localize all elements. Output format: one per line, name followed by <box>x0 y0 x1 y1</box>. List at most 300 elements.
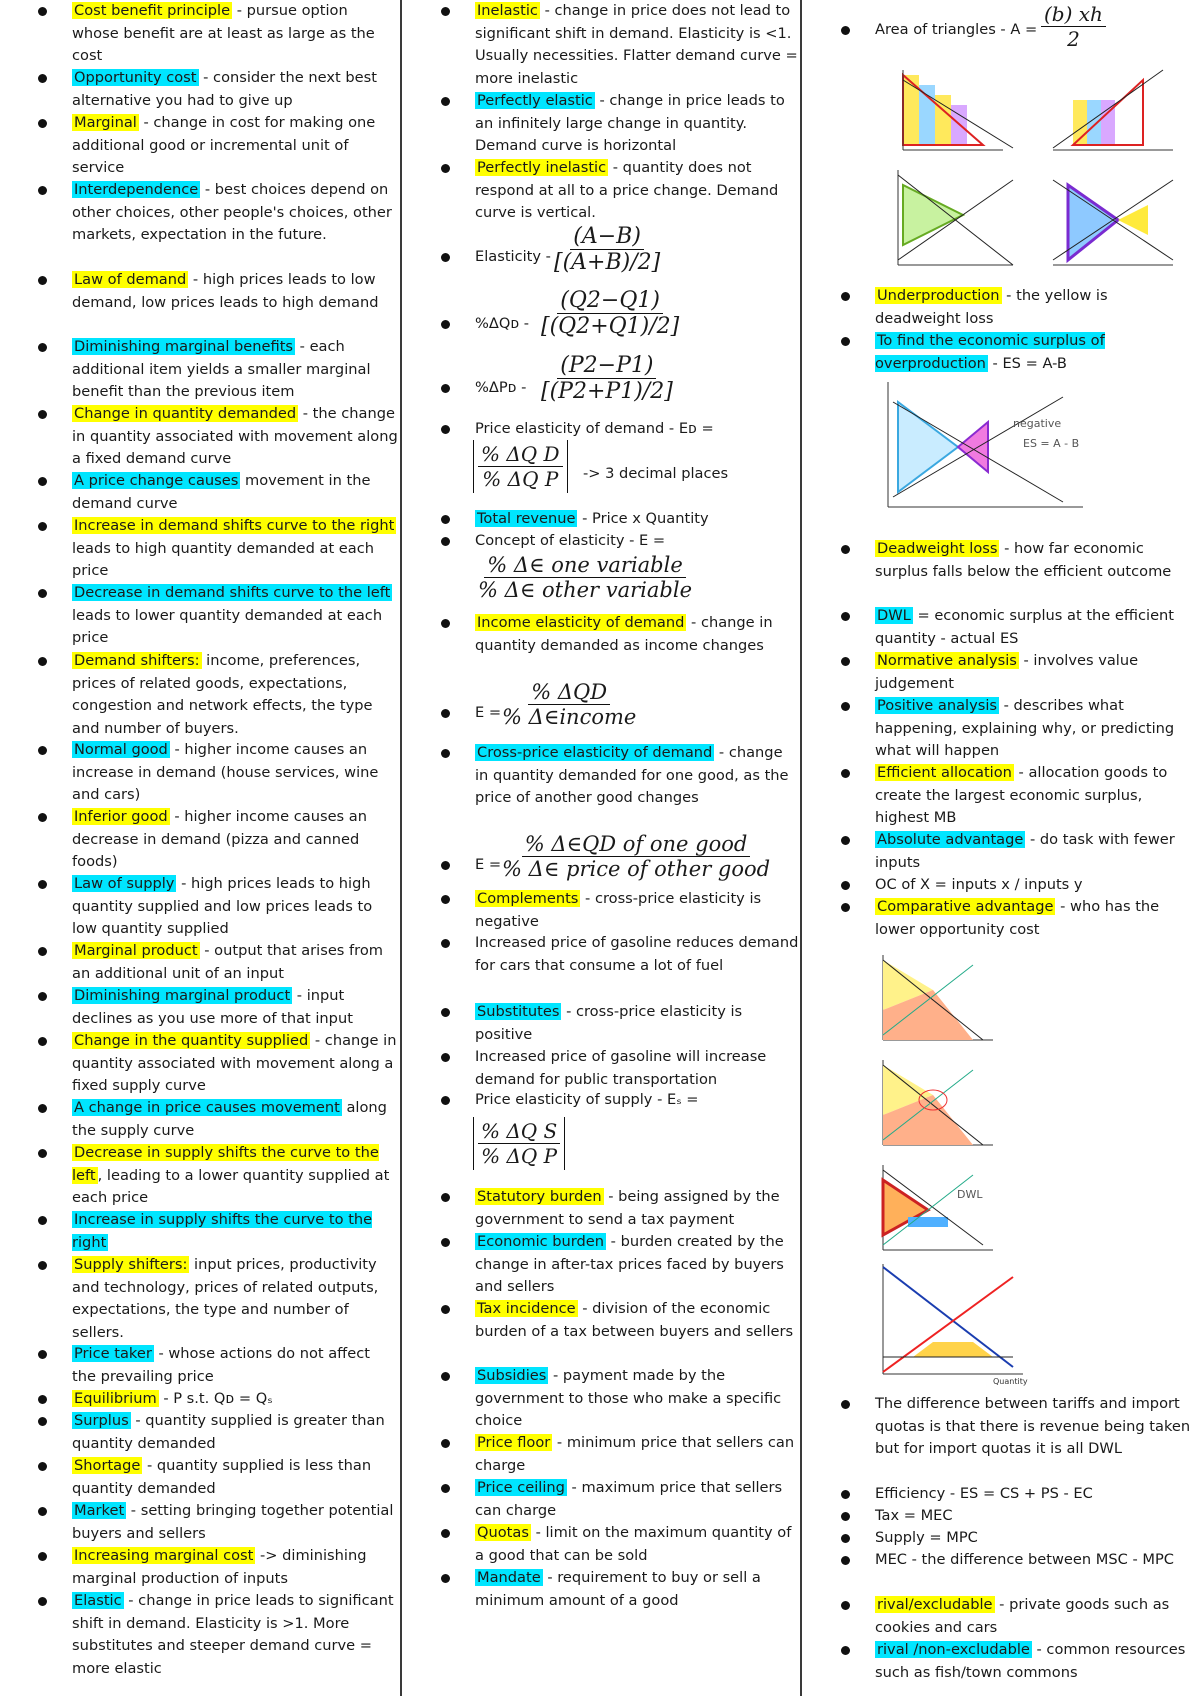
list-item <box>475 418 799 441</box>
list-item <box>475 1477 799 1522</box>
highlighted-term: Supply shifters: <box>74 1256 188 1273</box>
surplus-triangle <box>898 402 958 492</box>
list-item <box>475 1432 799 1477</box>
highlighted-term: Total revenue <box>477 510 576 527</box>
formula-denominator: % Δ∈ other variable <box>478 578 693 602</box>
list-item <box>72 1590 398 1680</box>
bullet <box>38 880 47 889</box>
item-text: - consider the next best alternative you had to give up <box>72 69 377 109</box>
highlighted-term: Economic burden <box>477 1233 605 1250</box>
bullet <box>38 1350 47 1359</box>
bullet <box>441 537 450 546</box>
highlighted-term: Increase in supply shifts the curve to the right <box>72 1211 373 1251</box>
list-item <box>72 940 398 985</box>
item-text: - change in cost for making one additional good or incremental unit of service <box>72 114 376 177</box>
list-item <box>72 1254 398 1344</box>
tax-rectangle <box>908 1217 948 1227</box>
highlighted-term: Complements <box>477 890 579 907</box>
item-text: - high prices leads to high quantity supplied and low prices leads to low quantity supplied <box>72 875 373 938</box>
bullet <box>38 1216 47 1225</box>
list-item <box>875 896 1197 941</box>
bullet <box>441 1529 450 1538</box>
list-item <box>475 1046 799 1091</box>
formula-denominator: % Δ∈ price of other good <box>502 857 771 881</box>
comparative-advantage-diagram <box>873 950 1033 1050</box>
highlighted-term: Substitutes <box>477 1003 560 1020</box>
highlighted-term: Equilibrium <box>74 1390 157 1407</box>
triangle-shading <box>935 95 951 145</box>
item-text: - high prices leads to low demand, low prices leads to high demand <box>72 271 379 311</box>
list-item <box>72 269 398 314</box>
bullet <box>38 1037 47 1046</box>
bullet <box>38 410 47 419</box>
highlighted-term: Increasing marginal cost <box>74 1547 254 1564</box>
triangle-shading <box>913 1342 993 1357</box>
list-item <box>475 1365 799 1433</box>
highlighted-term: Comparative advantage <box>877 898 1054 915</box>
item-text: Efficiency - ES = CS + PS - EC <box>875 1485 1093 1502</box>
formula-denominator: % ΔQ P <box>481 1144 558 1168</box>
list-item <box>475 742 799 810</box>
item-text: - division of the economic burden of a tax between buyers and sellers <box>475 1300 794 1340</box>
bullet <box>441 1372 450 1381</box>
item-text: - describes what happening, explaining why, or predicting what will happen <box>875 697 1175 760</box>
item-text: The difference between tariffs and import quotas is that there is revenue being taken but for import quotas it is all DWL <box>875 1395 1191 1458</box>
list-item <box>72 806 398 874</box>
item-text: leads to lower quantity demanded at each price <box>72 606 383 647</box>
bullet <box>841 903 850 912</box>
bullet <box>841 836 850 845</box>
item-text: - setting bringing together potential buyers and sellers <box>72 1502 394 1542</box>
list-item <box>72 1343 398 1388</box>
highlighted-term: Change in the quantity supplied <box>74 1032 309 1049</box>
formula-denominator: % ΔQ P <box>482 467 559 491</box>
bullet <box>841 26 850 35</box>
bullet <box>441 1574 450 1583</box>
list-item <box>875 605 1197 650</box>
item-text: Increased price of gasoline will increase demand for public transportation <box>475 1048 767 1088</box>
highlighted-term: Cost benefit principle <box>74 2 231 19</box>
bullet <box>841 1490 850 1499</box>
item-text: - higher income causes an increase in demand (house services, wine and cars) <box>72 741 379 804</box>
formula-numerator: % Δ∈ one variable <box>484 553 686 578</box>
formula-denominator: 2 <box>1067 27 1080 51</box>
item-text: - how far economic surplus falls below the efficient outcome <box>875 540 1172 580</box>
list-item <box>875 1393 1197 1461</box>
bullet <box>38 74 47 83</box>
item-text: Supply = MPC <box>875 1529 978 1546</box>
annotation-label: negative <box>1013 417 1062 430</box>
overproduction-diagram <box>873 377 1113 527</box>
tax-diagram <box>873 1055 1033 1155</box>
triangle-area-formula <box>1041 2 1106 51</box>
bullet <box>441 425 450 434</box>
bullet <box>38 186 47 195</box>
item-text: leads to high quantity demanded at each price <box>72 539 375 580</box>
highlighted-term: DWL <box>877 607 911 624</box>
list-item <box>875 1527 1197 1550</box>
item-text: - quantity does not respond at all to a price change. Demand curve is vertical. <box>475 159 779 222</box>
highlighted-term: Change in quantity demanded <box>74 405 297 422</box>
list-item <box>875 285 1197 330</box>
item-text: - change in quantity demanded as income changes <box>475 614 773 654</box>
bullet <box>841 702 850 711</box>
annotation-label: DWL <box>957 1188 983 1201</box>
list-item <box>72 1500 398 1545</box>
list-item <box>72 650 398 740</box>
item-text: %ΔPᴅ - <box>475 379 527 396</box>
item-text: OC of X = inputs x / inputs y <box>875 876 1083 893</box>
highlighted-term: Price ceiling <box>477 1479 565 1496</box>
bullet <box>441 1305 450 1314</box>
list-item <box>72 515 398 583</box>
bullet <box>38 813 47 822</box>
bullet <box>38 276 47 285</box>
list-item <box>875 1639 1197 1684</box>
bullet <box>441 1238 450 1247</box>
list-item <box>72 67 398 112</box>
item-text: - input declines as you use more of that input <box>72 987 353 1027</box>
item-text: input prices, productivity and technology, prices of related outputs, expectations, the type and number of sellers. <box>72 1256 379 1341</box>
list-item <box>475 508 799 531</box>
item-text: - involves value judgement <box>875 652 1139 692</box>
bullet <box>38 343 47 352</box>
bullet <box>38 992 47 1001</box>
item-text: E = <box>475 856 502 873</box>
formula-denominator: [(A+B)/2] <box>554 250 661 275</box>
item-text: - change in quantity demanded for one good, as the price of another good changes <box>475 744 789 807</box>
item-text: Price elasticity of supply - Eₛ = <box>475 1091 699 1108</box>
highlighted-term: Inelastic <box>477 2 538 19</box>
bullet <box>841 292 850 301</box>
item-text: - do task with fewer inputs <box>875 831 1175 871</box>
ped-formula <box>473 440 568 493</box>
highlighted-term: Perfectly inelastic <box>477 159 607 176</box>
item-text: - the change in quantity associated with movement along a fixed demand curve <box>72 405 398 468</box>
list-item <box>72 739 398 807</box>
list-item <box>72 1545 398 1590</box>
highlighted-term: Decrease in demand shifts curve to the left <box>74 584 391 601</box>
bullet <box>38 589 47 598</box>
bullet <box>841 769 850 778</box>
formula-numerator: (A−B) <box>570 224 644 250</box>
bullet <box>38 1507 47 1516</box>
item-text: Increased price of gasoline reduces demand for cars that consume a lot of fuel <box>475 934 799 974</box>
bullet <box>38 1149 47 1158</box>
list-item <box>875 1594 1197 1639</box>
item-text: -> diminishing marginal production of inputs <box>72 1547 367 1587</box>
list-item <box>72 985 398 1030</box>
bullet <box>841 545 850 554</box>
item-text: - whose actions do not affect the prevailing price <box>72 1345 370 1385</box>
item-text: MEC - the difference between MSC - MPC <box>875 1551 1174 1568</box>
list-item <box>475 1001 799 1046</box>
bullet <box>841 1556 850 1565</box>
item-text: - quantity supplied is greater than quantity demanded <box>72 1412 385 1452</box>
formula-numerator: (Q2−Q1) <box>557 288 663 314</box>
list-item <box>72 1209 398 1254</box>
bullet <box>841 1534 850 1543</box>
highlighted-term: Positive analysis <box>877 697 997 714</box>
list-item <box>72 1455 398 1500</box>
item-text: - allocation goods to create the largest economic surplus, highest MB <box>875 764 1168 827</box>
bullet <box>441 709 450 718</box>
list-item <box>475 0 799 90</box>
highlighted-term: Law of supply <box>74 875 175 892</box>
item-text: - quantity supplied is less than quantity demanded <box>72 1457 372 1497</box>
list-item <box>475 1186 799 1231</box>
highlighted-term: Law of demand <box>74 271 187 288</box>
item-text: %ΔQᴅ - <box>475 315 530 332</box>
item-text: along the supply curve <box>72 1099 387 1139</box>
bullet <box>38 947 47 956</box>
item-text: - change in price leads to significant shift in demand. Elasticity is >1. More substitutes and steeper demand curve = more elastic <box>72 1592 394 1677</box>
highlighted-term: rival /non-excludable <box>877 1641 1030 1658</box>
cross-price-formula <box>499 832 773 881</box>
item-text: - change in price does not lead to significant shift in demand. Elasticity is <1. Usually necessities. Flatter demand curve = more inelastic <box>475 2 798 87</box>
list-item <box>875 762 1197 830</box>
bullet <box>441 1193 450 1202</box>
item-text: - each additional item yields a smaller marginal benefit than the previous item <box>72 338 371 401</box>
highlighted-term: Underproduction <box>877 287 1000 304</box>
item-text: - limit on the maximum quantity of a good that can be sold <box>475 1524 792 1564</box>
dwl-diagram <box>873 1160 1033 1260</box>
bullet <box>38 477 47 486</box>
highlighted-term: Absolute advantage <box>877 831 1024 848</box>
highlighted-term: Interdependence <box>74 181 199 198</box>
list-item <box>72 0 398 68</box>
item-text: = economic surplus at the efficient quantity - actual ES <box>875 607 1175 647</box>
item-text: - change in price leads to an infinitely large change in quantity. Demand curve is horizontal <box>475 92 785 155</box>
bullet <box>38 657 47 666</box>
list-item <box>72 1030 398 1098</box>
highlighted-term: Opportunity cost <box>74 69 197 86</box>
item-text: - pursue option whose benefit are at least as large as the cost <box>72 2 375 65</box>
bullet <box>441 749 450 758</box>
item-text: , leading to a lower quantity supplied at each price <box>72 1166 390 1207</box>
supply-curve <box>883 1277 1013 1372</box>
item-text: - Price x Quantity <box>577 510 709 527</box>
list-item <box>875 538 1197 583</box>
bullet <box>841 612 850 621</box>
item-text: income, preferences, prices of related goods, expectations, congestion and network effects, the type and number of buyers. <box>72 652 373 737</box>
item-text: - payment made by the government to those who make a specific choice <box>475 1367 782 1430</box>
list-item <box>475 1089 799 1112</box>
bullet <box>441 1008 450 1017</box>
item-text: movement in the demand curve <box>72 472 371 512</box>
list-item <box>475 932 799 977</box>
highlighted-term: Perfectly elastic <box>477 92 593 109</box>
item-text: Price elasticity of demand - Eᴅ = <box>475 420 714 437</box>
bullet <box>441 164 450 173</box>
item-text: Area of triangles - A = <box>875 21 1038 38</box>
highlighted-term: Deadweight loss <box>877 540 998 557</box>
list-item <box>475 1522 799 1567</box>
list-item <box>875 1549 1197 1572</box>
formula-numerator: % ΔQD <box>528 680 610 705</box>
highlighted-term: Statutory burden <box>477 1188 602 1205</box>
concept-elasticity-formula <box>475 553 695 602</box>
list-item <box>475 90 799 158</box>
bullet <box>441 861 450 870</box>
bullet <box>38 746 47 755</box>
highlighted-term: Demand shifters: <box>74 652 200 669</box>
list-item <box>72 112 398 180</box>
list-item <box>72 336 398 404</box>
bullet <box>38 1597 47 1606</box>
highlighted-term: Surplus <box>74 1412 129 1429</box>
list-item <box>875 19 1197 42</box>
highlighted-term: Diminishing marginal benefits <box>74 338 294 355</box>
ped-note: -> 3 decimal places <box>583 465 729 482</box>
item-text: Elasticity - <box>475 248 551 265</box>
bullet <box>841 881 850 890</box>
list-item <box>475 1567 799 1612</box>
income-elasticity-formula <box>499 680 639 729</box>
quota-diagram <box>873 1262 1033 1387</box>
underproduction-diagram <box>873 165 1183 275</box>
highlighted-term: Inferior good <box>74 808 168 825</box>
list-item <box>875 330 1197 375</box>
bullet <box>441 253 450 262</box>
list-item <box>875 1483 1197 1506</box>
triangle-area-diagram <box>873 60 1183 156</box>
list-item <box>475 612 799 657</box>
bullet <box>38 1417 47 1426</box>
axis-label: Quantity <box>993 1377 1028 1386</box>
bullet <box>441 1484 450 1493</box>
highlighted-term: A price change causes <box>74 472 239 489</box>
highlighted-term: Efficient allocation <box>877 764 1012 781</box>
highlighted-term: A change in price causes movement <box>74 1099 340 1116</box>
list-item <box>475 1298 799 1343</box>
highlighted-term: Diminishing marginal product <box>74 987 291 1004</box>
list-item <box>72 179 398 247</box>
item-text: - ES = A-B <box>987 354 1067 372</box>
highlighted-term: To find the economic surplus of overproduction <box>875 332 1105 372</box>
highlighted-term: Price taker <box>74 1345 152 1362</box>
bullet <box>841 1512 850 1521</box>
item-text: - output that arises from an additional unit of an input <box>72 942 384 982</box>
bullet <box>441 619 450 628</box>
bullet <box>441 1439 450 1448</box>
highlighted-term: Subsidies <box>477 1367 547 1384</box>
bullet <box>38 1104 47 1113</box>
annotation-label: ES = A - B <box>1023 437 1080 450</box>
list-item <box>72 1388 398 1411</box>
highlighted-term: rival/excludable <box>877 1596 993 1613</box>
formula-numerator: % ΔQ S <box>478 1119 560 1144</box>
formula-denominator: % Δ∈income <box>502 705 637 729</box>
highlighted-term: Increase in demand shifts curve to the right <box>74 517 395 534</box>
item-text: - change in quantity associated with movement along a fixed supply curve <box>72 1032 397 1095</box>
list-item <box>875 650 1197 695</box>
item-text: Concept of elasticity - E = <box>475 532 666 549</box>
bullet <box>38 7 47 16</box>
item-text: - private goods such as cookies and cars <box>875 1596 1170 1636</box>
bullet <box>441 320 450 329</box>
list-item <box>875 829 1197 874</box>
bullet <box>441 515 450 524</box>
item-text: - burden created by the change in after-tax prices faced by buyers and sellers <box>475 1233 784 1296</box>
highlighted-term: Marginal product <box>74 942 198 959</box>
highlighted-term: Decrease in supply shifts the curve to the left <box>72 1144 379 1184</box>
bullet <box>841 1601 850 1610</box>
highlighted-term: Normative analysis <box>877 652 1017 669</box>
triangle-shading <box>1068 185 1118 260</box>
bullet <box>441 384 450 393</box>
formula-numerator: % Δ∈QD of one good <box>522 832 751 857</box>
elasticity-formula <box>551 224 663 275</box>
item-text: - minimum price that sellers can charge <box>475 1434 795 1474</box>
triangle-shading <box>1118 205 1148 235</box>
highlighted-term: Shortage <box>74 1457 141 1474</box>
list-item <box>475 530 799 553</box>
dwl-triangle <box>958 422 988 472</box>
pes-formula <box>473 1117 565 1170</box>
bullet <box>38 1552 47 1561</box>
list-item <box>475 1231 799 1299</box>
bullet <box>38 1462 47 1471</box>
item-text: - common resources such as fish/town commons <box>875 1641 1186 1681</box>
triangle-shading <box>919 85 935 145</box>
bullet <box>38 1395 47 1404</box>
item-text: - being assigned by the government to send a tax payment <box>475 1188 780 1228</box>
formula-numerator: (P2−P1) <box>557 353 656 379</box>
bullet <box>38 119 47 128</box>
list-item <box>72 1142 398 1210</box>
list-item <box>475 157 799 225</box>
bullet <box>441 7 450 16</box>
highlighted-term: Income elasticity of demand <box>477 614 685 631</box>
pd-change-formula <box>538 353 676 404</box>
item-text: - P s.t. Qᴅ = Qₛ <box>158 1390 273 1407</box>
item-text: Tax = MEC <box>875 1507 953 1524</box>
list-item <box>875 1505 1197 1528</box>
highlighted-term: Normal good <box>74 741 168 758</box>
item-text: - higher income causes an decrease in demand (pizza and canned foods) <box>72 808 367 871</box>
list-item <box>875 695 1197 763</box>
highlighted-term: Quotas <box>477 1524 529 1541</box>
bullet <box>38 522 47 531</box>
list-item <box>72 1410 398 1455</box>
list-item <box>72 403 398 471</box>
list-item <box>72 873 398 941</box>
item-text: - maximum price that sellers can charge <box>475 1479 783 1519</box>
formula-denominator: [(P2+P1)/2] <box>541 379 673 404</box>
list-item <box>72 1097 398 1142</box>
highlighted-term: Cross-price elasticity of demand <box>477 744 713 761</box>
item-text: - cross-price elasticity is positive <box>475 1003 743 1043</box>
item-text: E = <box>475 704 502 721</box>
highlighted-term: Market <box>74 1502 125 1519</box>
bullet <box>441 1053 450 1062</box>
item-text: - requirement to buy or sell a minimum amount of a good <box>475 1569 761 1609</box>
bullet <box>841 337 850 346</box>
bullet <box>441 895 450 904</box>
item-text: - the yellow is deadweight loss <box>875 287 1108 327</box>
bullet <box>441 939 450 948</box>
list-item <box>72 582 398 650</box>
list-item <box>875 874 1197 897</box>
bullet <box>841 1646 850 1655</box>
bullet <box>38 1261 47 1270</box>
bullet <box>441 97 450 106</box>
bullet <box>841 657 850 666</box>
item-text: - cross-price elasticity is negative <box>475 890 762 930</box>
highlighted-term: Marginal <box>74 114 137 131</box>
formula-numerator: (b) xh <box>1041 2 1106 27</box>
